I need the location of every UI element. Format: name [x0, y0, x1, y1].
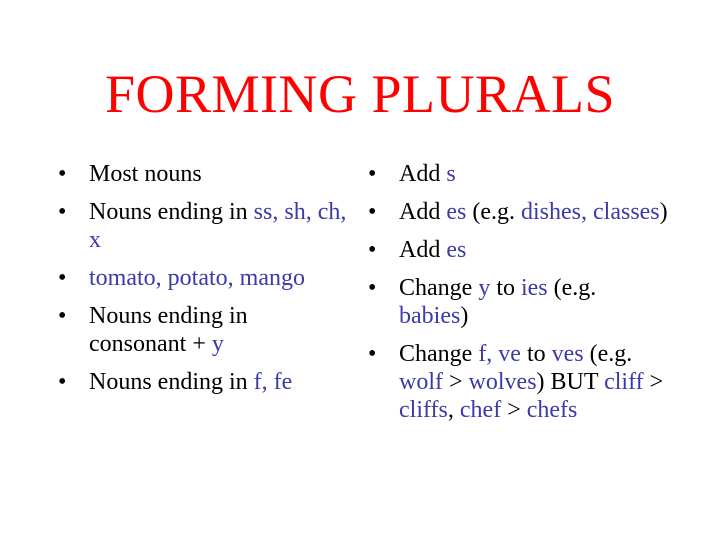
- item-text: Nouns ending in consonant +: [89, 303, 248, 357]
- right-list-item: [368, 198, 668, 226]
- left-list-item: [58, 160, 348, 188]
- highlighted-text: ss, sh, ch, x: [89, 199, 347, 253]
- item-text: to: [520, 341, 552, 367]
- item-text: (e.g.: [583, 341, 633, 367]
- highlighted-text: dishes, classes: [521, 199, 660, 225]
- highlighted-text: es: [446, 237, 467, 263]
- highlighted-text: chefs: [526, 397, 578, 423]
- item-text: >: [643, 369, 664, 395]
- bullet-icon: •: [368, 161, 377, 187]
- item-text: >: [443, 369, 469, 395]
- bullet-icon: •: [58, 303, 67, 329]
- bullet-icon: •: [368, 199, 377, 225]
- right-bullet-list: [368, 160, 668, 434]
- highlighted-text: f, ve: [478, 341, 521, 367]
- highlighted-text: cliffs: [399, 397, 448, 423]
- highlighted-text: ies: [520, 275, 548, 301]
- bullet-icon: •: [58, 369, 67, 395]
- highlighted-text: f, fe: [253, 369, 293, 395]
- right-list-item: [368, 236, 668, 264]
- item-text: (e.g.: [466, 199, 521, 225]
- left-list-item: [58, 302, 348, 358]
- item-text: (e.g.: [547, 275, 597, 301]
- right-list-item: [368, 160, 668, 188]
- item-text: Most nouns: [89, 161, 202, 187]
- item-text: Add: [399, 237, 447, 263]
- item-text: ): [659, 199, 668, 225]
- slide-title: FORMING PLURALS: [104, 64, 616, 124]
- item-text: Nouns ending in: [89, 199, 254, 225]
- right-list-item: [368, 340, 668, 424]
- highlighted-text: ves: [551, 341, 584, 367]
- left-list-item: [58, 264, 348, 292]
- bullet-icon: •: [368, 237, 377, 263]
- bullet-icon: •: [368, 341, 377, 367]
- highlighted-text: babies: [399, 303, 461, 329]
- left-list-item: [58, 198, 348, 254]
- bullet-icon: •: [58, 161, 67, 187]
- item-text: to: [490, 275, 521, 301]
- highlighted-text: y: [478, 275, 491, 301]
- highlighted-text: cliff: [604, 369, 644, 395]
- item-text: Add: [399, 161, 447, 187]
- bullet-icon: •: [58, 199, 67, 225]
- item-text: Add: [399, 199, 447, 225]
- bullet-icon: •: [368, 275, 377, 301]
- left-list-item: [58, 368, 348, 396]
- left-bullet-list: [58, 160, 348, 406]
- highlighted-text: wolves: [468, 369, 537, 395]
- right-list-item: [368, 274, 668, 330]
- highlighted-text: y: [211, 331, 224, 357]
- highlighted-text: tomato, potato, mango: [89, 265, 305, 291]
- item-text: ): [460, 303, 469, 329]
- highlighted-text: s: [446, 161, 456, 187]
- item-text: Change: [399, 275, 479, 301]
- bullet-icon: •: [58, 265, 67, 291]
- highlighted-text: es: [446, 199, 467, 225]
- item-text: ) BUT: [536, 369, 605, 395]
- item-text: Change: [399, 341, 479, 367]
- item-text: >: [501, 397, 527, 423]
- item-text: ,: [447, 397, 460, 423]
- highlighted-text: wolf: [399, 369, 443, 395]
- item-text: Nouns ending in: [89, 369, 254, 395]
- highlighted-text: chef: [459, 397, 502, 423]
